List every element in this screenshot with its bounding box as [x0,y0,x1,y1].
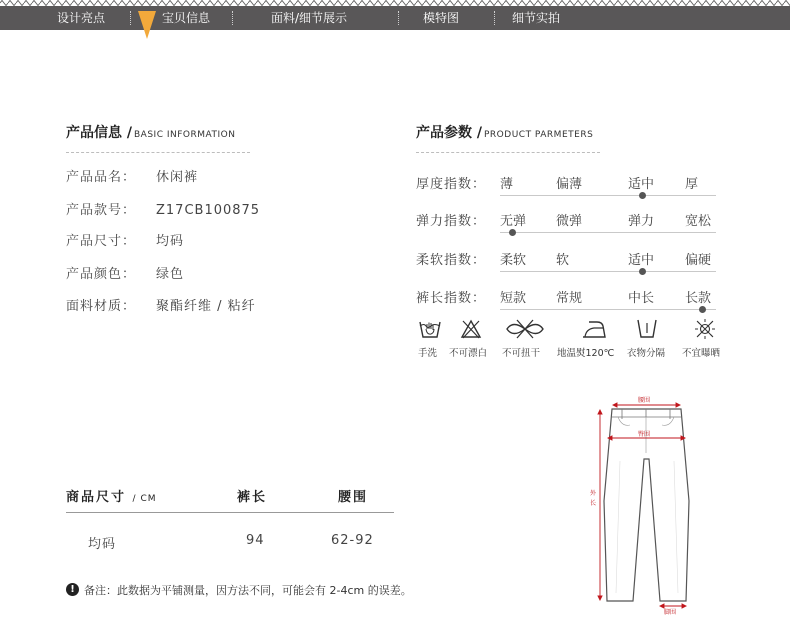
param-option: 微弹 [556,214,583,229]
param-option: 中长 [628,291,655,306]
nav-divider [232,11,233,25]
care-label-hand-wash: 手洗 [418,348,438,359]
info-value: 休闲裤 [156,170,199,185]
nav-active-marker [138,11,156,39]
size-table-title [66,486,157,505]
care-label-no-sun: 不宜曝晒 [682,348,721,359]
param-option: 柔软 [500,253,527,268]
nav-tab-model-photos[interactable]: 模特图 [423,11,460,25]
info-row-color [66,263,184,282]
care-label-low-iron: 地温熨120℃ [557,348,615,359]
low-iron-icon [580,318,608,340]
info-section-title: 产品信息 / BASIC INFORMATION [66,125,236,141]
param-scale-indicator [699,306,706,313]
size-cell-waist: 62-92 [331,533,374,548]
size-cell-length: 94 [246,533,265,548]
hand-wash-icon [418,318,442,340]
size-col-waist: 腰围 [338,490,369,505]
diagram-label-hem: 脚围 [664,609,677,616]
info-row-size [66,230,184,249]
info-subtitle: BASIC INFORMATION [134,130,236,140]
param-option: 厚 [685,177,699,192]
nav-divider [398,11,399,25]
info-value: 均码 [156,234,185,249]
info-title-text: 产品信息 [66,125,122,141]
nav-divider [130,11,131,25]
param-scale-track [500,271,716,272]
trouser-measurement-diagram [586,393,706,615]
param-option: 偏薄 [556,177,583,192]
diagram-label-waist: 腰围 [638,397,651,404]
info-label: 面料材质： [66,299,137,314]
param-scale-track [500,195,716,196]
nav-tab-fabric-details[interactable]: 面料/细节展示 [271,11,348,25]
param-option: 适中 [628,253,655,268]
nav-divider [494,11,495,25]
diagram-label-length: 外长 [590,490,597,507]
info-row-style-number [66,199,260,218]
measurement-note: 备注：此数据为平铺测量，因方法不同，可能会有 2-4cm 的误差。 [84,584,412,597]
params-subtitle: PRODUCT PARMETERS [484,130,594,140]
info-value: 绿色 [156,267,185,282]
no-sun-icon [694,318,716,340]
param-option: 常规 [556,291,583,306]
info-divider [66,152,250,153]
no-bleach-icon [460,318,482,340]
care-label-no-bleach: 不可漂白 [449,348,488,359]
warning-icon: ! [66,583,79,596]
info-label: 产品颜色： [66,267,137,282]
param-option: 宽松 [685,214,712,229]
info-row-name [66,166,198,185]
size-table-divider [66,512,394,513]
info-label: 产品品名： [66,170,137,185]
info-label: 产品款号： [66,203,137,218]
param-option: 长款 [685,291,712,306]
param-option: 软 [556,253,570,268]
no-wring-icon [505,318,545,340]
param-option: 适中 [628,177,655,192]
param-scale-indicator [639,192,646,199]
care-label-separate-wash: 衣物分隔 [627,348,666,359]
param-option: 偏硬 [685,253,712,268]
diagram-label-hip: 臀围 [638,431,651,438]
info-label: 产品尺寸： [66,234,137,249]
param-label: 柔软指数： [416,253,487,268]
param-label: 厚度指数： [416,177,487,192]
size-table-title-text: 商品尺寸 [66,490,127,505]
trouser-outline-icon [586,393,706,615]
param-scale-indicator [639,268,646,275]
param-option: 薄 [500,177,514,192]
param-scale-track [500,232,716,233]
param-label: 裤长指数： [416,291,487,306]
param-option: 无弹 [500,214,527,229]
nav-tab-design-highlights[interactable]: 设计亮点 [57,11,106,25]
top-nav-bar [0,6,790,30]
separate-wash-icon [635,318,659,340]
info-value: 聚酯纤维 / 粘纤 [156,299,256,314]
info-value: Z17CB100875 [156,203,261,218]
size-col-length: 裤长 [237,490,268,505]
care-label-no-wring: 不可扭干 [502,348,541,359]
params-section-title: 产品参数 / PRODUCT PARMETERS [416,125,594,141]
info-row-material [66,295,256,314]
params-title-text: 产品参数 [416,125,472,141]
param-option: 弹力 [628,214,655,229]
param-option: 短款 [500,291,527,306]
param-scale-indicator [509,229,516,236]
params-divider [416,152,600,153]
nav-tab-detail-photos[interactable]: 细节实拍 [512,11,561,25]
nav-tab-product-info[interactable]: 宝贝信息 [162,11,211,25]
size-table-unit: / CM [132,494,157,504]
size-row-label: 均码 [88,537,117,552]
param-label: 弹力指数： [416,214,487,229]
param-scale-track [500,309,716,310]
